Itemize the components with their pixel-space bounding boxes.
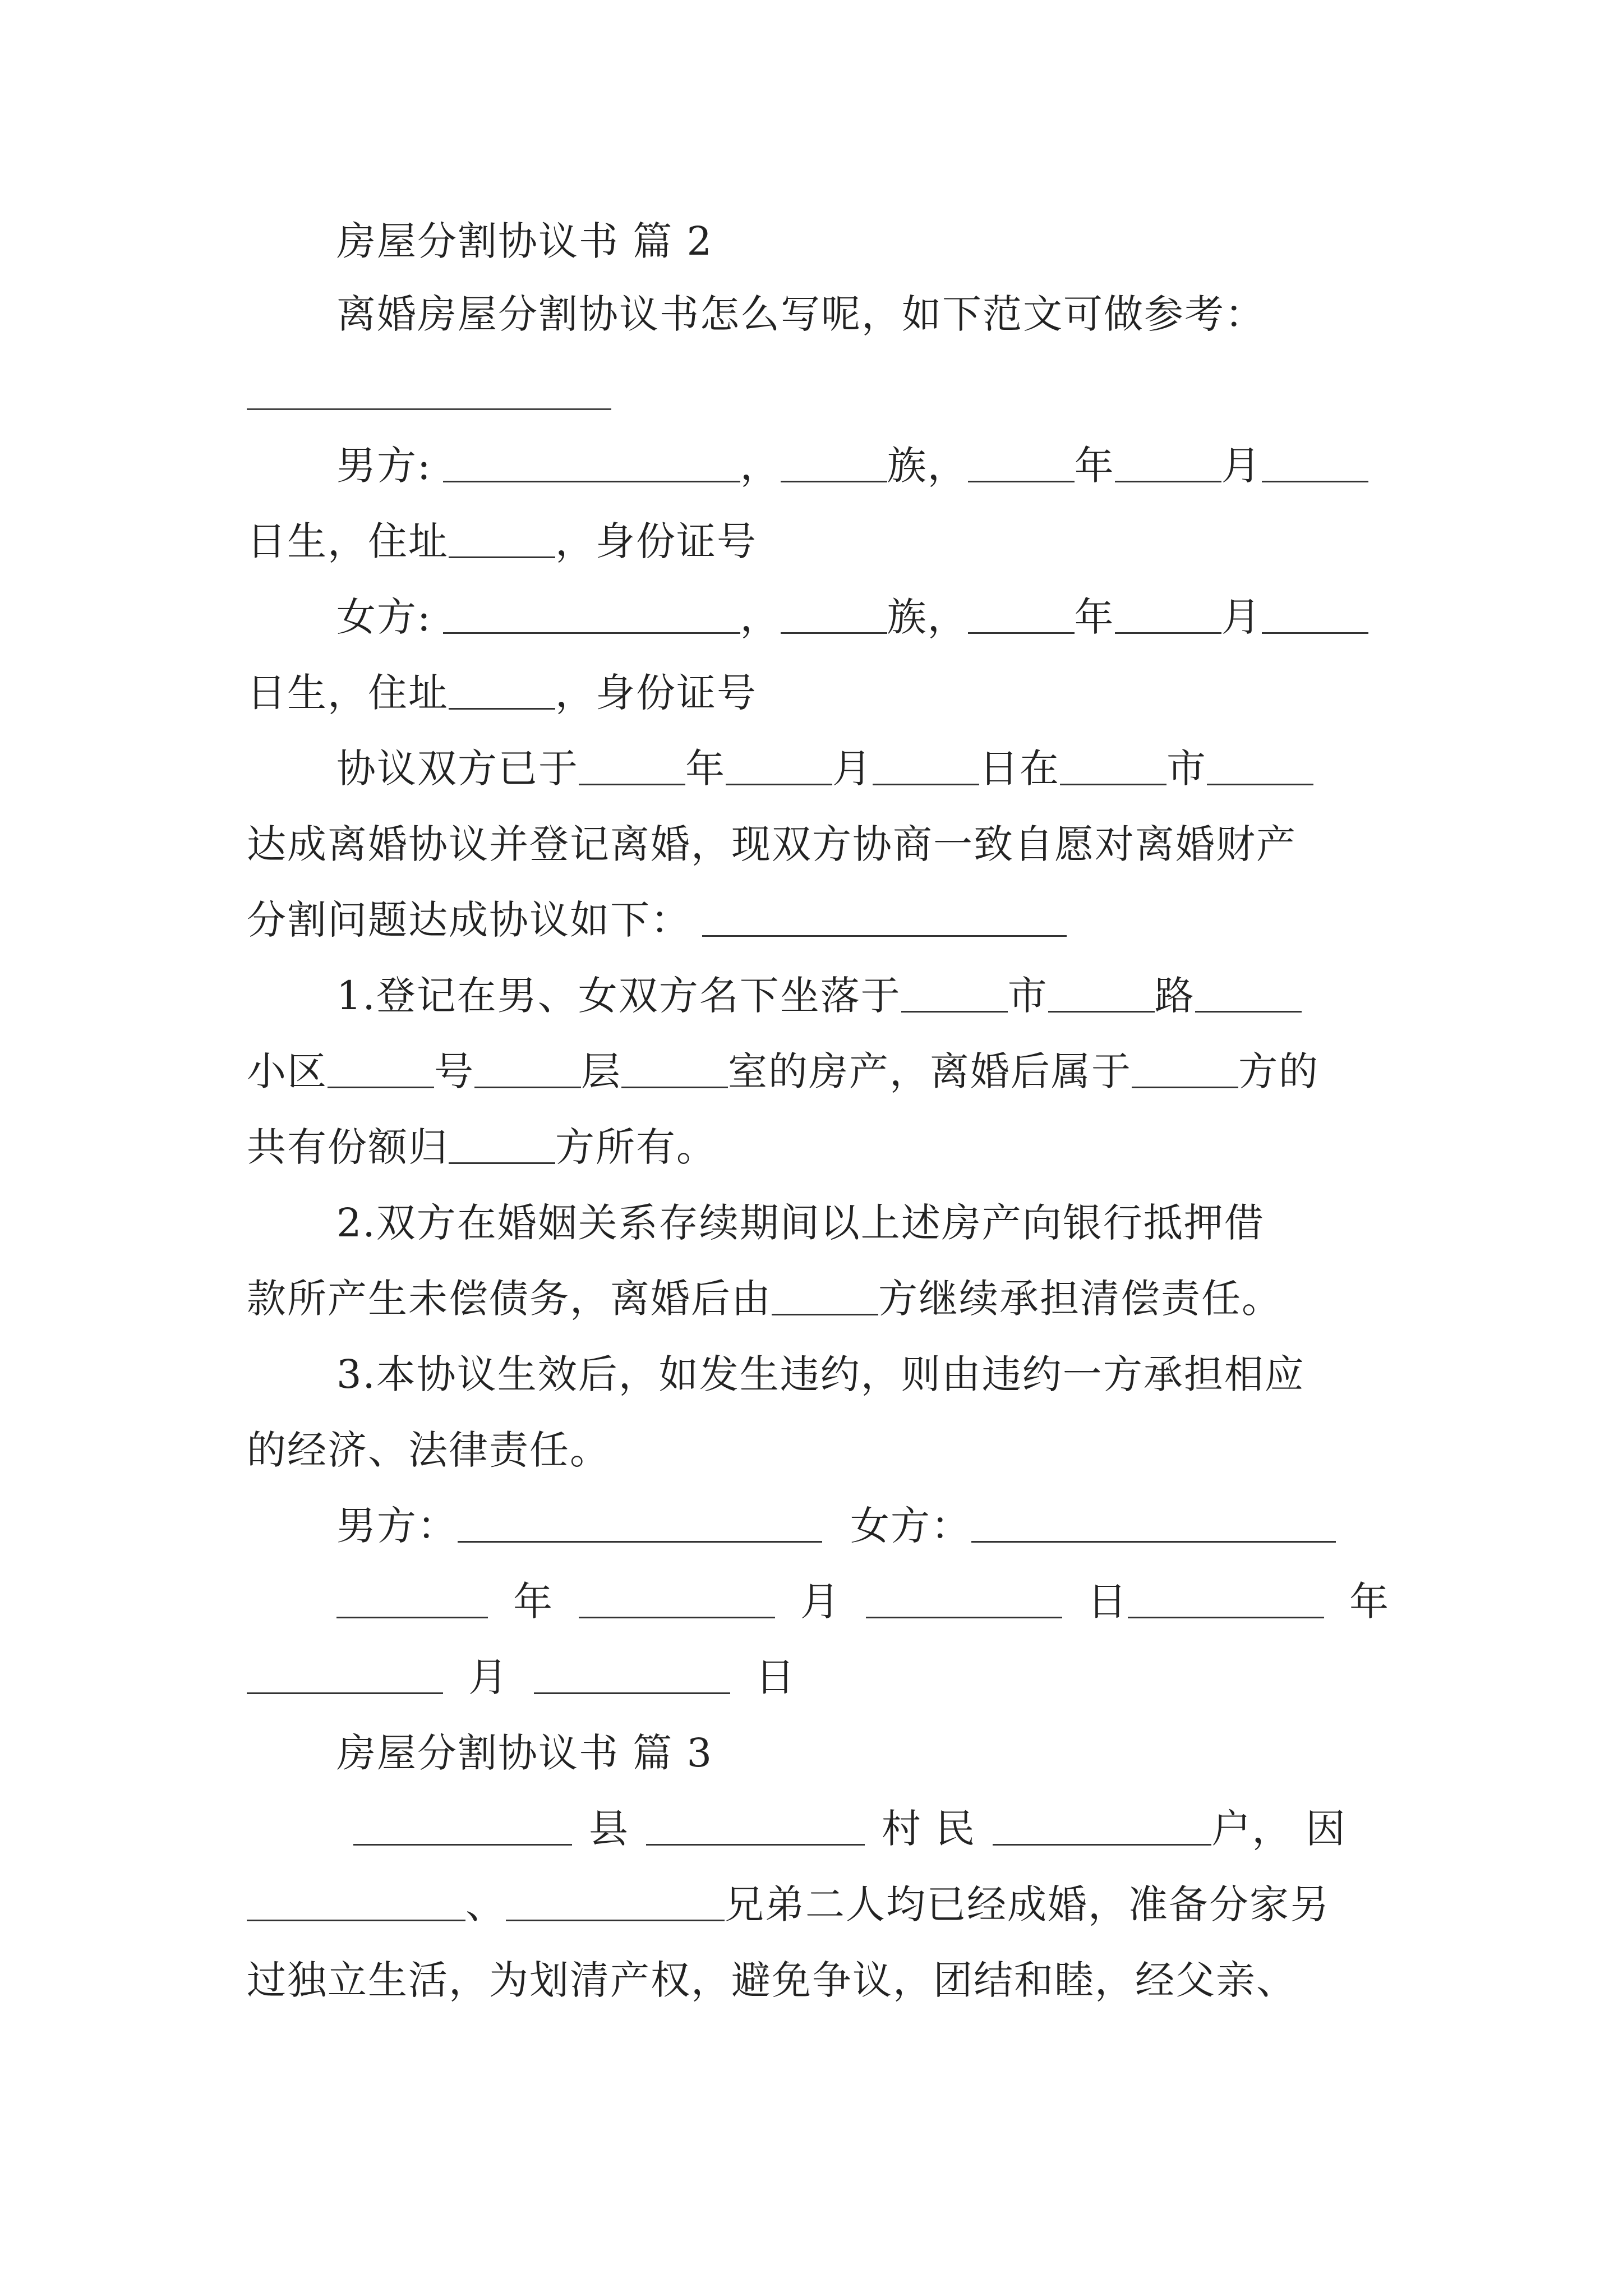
agreement-date-line — [336, 740, 1313, 797]
blank-field — [534, 1653, 730, 1694]
blank-field — [1060, 744, 1166, 785]
blank-field — [968, 441, 1075, 482]
blank-field — [443, 593, 740, 634]
sign-date-line-1 — [336, 1573, 1390, 1630]
text-ri-sheng: 日生，住址 — [247, 518, 449, 564]
item-3-line-2: 的经济、法律责任。 — [247, 1427, 610, 1473]
text-ri-zai: 日在 — [979, 746, 1060, 792]
blank-field — [1262, 593, 1368, 634]
text-id-no: ，身份证号 — [555, 670, 757, 716]
section-3-line-3: 过独立生活，为划清产权，避免争议，团结和睦，经父亲、 — [247, 1957, 1297, 2003]
blank-field — [579, 744, 685, 785]
text-nian: 年 — [685, 746, 726, 792]
blank-field — [781, 593, 887, 634]
blank-field — [353, 1805, 572, 1846]
blank-field — [506, 1880, 725, 1921]
blank-field — [1132, 1047, 1238, 1088]
blank-field — [579, 1577, 775, 1618]
item-2-line-1: 2.双方在婚姻关系存续期间以上述房产向银行抵押借 — [336, 1200, 1265, 1246]
text-yue: 月 — [832, 746, 873, 792]
text-yue: 月 — [800, 1579, 841, 1625]
section-heading-3: 房屋分割协议书 篇 3 — [336, 1730, 713, 1776]
sig-woman-label: 女方： — [850, 1503, 971, 1549]
man-label: 男方: — [336, 443, 432, 489]
woman-address-line — [247, 665, 757, 721]
blank-field — [1115, 593, 1221, 634]
blank-field — [1195, 972, 1302, 1013]
blank-field — [772, 1274, 878, 1315]
item-1-line-1 — [336, 968, 1302, 1024]
text-ceng: 层 — [581, 1048, 621, 1094]
text-nian: 年 — [513, 1579, 554, 1625]
blank-field — [726, 744, 832, 785]
text-yue: 月 — [468, 1654, 509, 1700]
text-dun: 、 — [465, 1881, 506, 1927]
blank-field — [458, 1502, 822, 1543]
blank-field — [621, 1047, 728, 1088]
blank-field — [443, 441, 740, 482]
text-hao: 号 — [434, 1048, 474, 1094]
text-shi-room: 室的房产，离婚后属于 — [728, 1048, 1132, 1094]
sign-date-line-2 — [247, 1649, 796, 1705]
blank-field — [1048, 972, 1155, 1013]
text-nian: 年 — [1074, 443, 1115, 489]
separator-line — [247, 408, 611, 410]
text-fang-de: 方的 — [1238, 1048, 1319, 1094]
text-ri: 日 — [755, 1654, 796, 1700]
punct: ， — [740, 594, 781, 640]
intro-text: 离婚房屋分割协议书怎么写呢，如下范文可做参考： — [336, 291, 1265, 337]
text-i1c: 共有份额归 — [247, 1124, 449, 1170]
text-hu-yin: 户， 因 — [1211, 1806, 1347, 1852]
blank-field — [971, 1502, 1336, 1543]
text-id-no: ，身份证号 — [555, 518, 757, 564]
text-ri-sheng: 日生，住址 — [247, 670, 449, 716]
blank-field — [1207, 744, 1313, 785]
text-cunmin: 村 民 — [882, 1806, 976, 1852]
text-i2b-end: 方继续承担清偿责任。 — [878, 1276, 1282, 1322]
punct: ， — [740, 443, 781, 489]
blank-field — [702, 896, 1067, 937]
text-yue: 月 — [1221, 443, 1262, 489]
woman-label: 女方: — [336, 594, 432, 640]
section-3-line-1 — [336, 1801, 1347, 1857]
item-1-line-2 — [247, 1043, 1319, 1099]
blank-field — [336, 1577, 488, 1618]
text-yue: 月 — [1221, 594, 1262, 640]
man-address-line — [247, 513, 757, 569]
item-2-line-2 — [247, 1271, 1282, 1327]
blank-field — [328, 1047, 434, 1088]
text-shi: 市 — [1007, 973, 1048, 1019]
blank-field — [247, 1653, 443, 1694]
blank-field — [474, 1047, 581, 1088]
text-fang-suoyou: 方所有。 — [555, 1124, 717, 1170]
blank-field — [993, 1805, 1211, 1846]
blank-field — [866, 1577, 1062, 1618]
text-p1a: 协议双方已于 — [336, 746, 579, 792]
blank-field — [247, 1880, 465, 1921]
item-1-line-3 — [247, 1119, 717, 1175]
agreement-intro-line — [247, 892, 1067, 948]
blank-field — [968, 593, 1075, 634]
blank-field — [873, 744, 979, 785]
section-3-line-2 — [247, 1876, 1330, 1932]
man-info-line — [336, 438, 1368, 494]
blank-field — [1115, 441, 1221, 482]
text-shi: 市 — [1166, 746, 1207, 792]
sig-man-label: 男方： — [336, 1503, 458, 1549]
text-zu: 族， — [887, 594, 968, 640]
blank-field — [449, 1123, 555, 1164]
blank-field — [781, 441, 887, 482]
agreement-body-line: 达成离婚协议并登记离婚，现双方协商一致自愿对离婚财产 — [247, 821, 1297, 867]
text-nian: 年 — [1074, 594, 1115, 640]
text-lu: 路 — [1154, 973, 1195, 1019]
blank-field — [646, 1805, 865, 1846]
text-ri: 日 — [1087, 1579, 1128, 1625]
item-3-line-1: 3.本协议生效后，如发生违约，则由违约一方承担相应 — [336, 1351, 1305, 1397]
text-xiaoqu: 小区 — [247, 1048, 328, 1094]
section-heading-2: 房屋分割协议书 篇 2 — [336, 218, 713, 264]
signature-line — [336, 1498, 1336, 1554]
text-i1a: 1.登记在男、女双方名下坐落于 — [336, 973, 901, 1019]
blank-field — [1262, 441, 1368, 482]
blank-field — [449, 517, 555, 558]
text-zu: 族， — [887, 443, 968, 489]
text-nian: 年 — [1349, 1579, 1390, 1625]
text-p3a: 兄弟二人均已经成婚，准备分家另 — [725, 1881, 1330, 1927]
blank-field — [449, 669, 555, 710]
text-xian: 县 — [589, 1806, 629, 1852]
text-i2b: 款所产生未偿债务，离婚后由 — [247, 1276, 772, 1322]
woman-info-line — [336, 589, 1368, 645]
blank-field — [901, 972, 1008, 1013]
text-p1c: 分割问题达成协议如下： — [247, 897, 691, 943]
blank-field — [1128, 1577, 1324, 1618]
